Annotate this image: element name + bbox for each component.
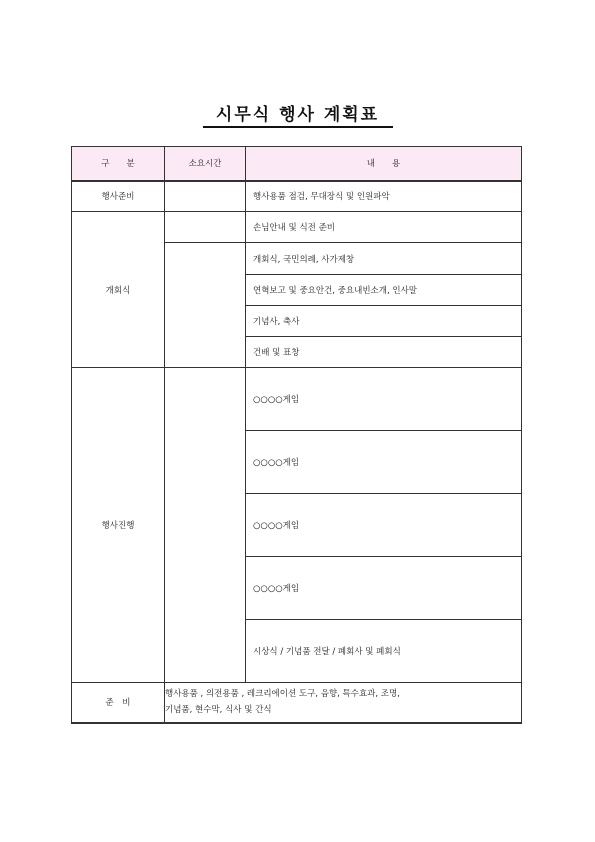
content-cell: ○○○○게임 (246, 494, 522, 557)
table-row (72, 683, 522, 723)
content-cell: 연혁보고 및 중요안건, 중요내빈소개, 인사말 (246, 275, 522, 306)
preparation-cell (165, 683, 522, 723)
title-underline (203, 126, 393, 128)
content-cell: ○○○○게임 (246, 431, 522, 494)
table-header-row (72, 147, 522, 181)
content-cell: 기념사, 축사 (246, 306, 522, 337)
preparation-line: 기념품, 현수막, 식사 및 간식 (165, 705, 272, 716)
header-duration: 소요시간 (165, 147, 246, 181)
content-cell: ○○○○게임 (246, 368, 522, 431)
preparation-line: 행사용품 , 의전용품 , 레크리에이션 도구, 음향, 특수효과, 조명, (165, 689, 400, 700)
category-cell: 행사진행 (72, 368, 165, 683)
content-cell: 개회식, 국민의례, 사가제창 (246, 243, 522, 275)
duration-cell (165, 368, 246, 683)
category-cell: 개회식 (72, 212, 165, 368)
table-row (72, 368, 522, 431)
event-plan-table (71, 146, 522, 724)
table-row (72, 212, 522, 243)
duration-cell (165, 212, 246, 243)
duration-cell (165, 243, 246, 368)
content-cell: 시상식 / 기념품 전달 / 폐회사 및 폐회식 (246, 620, 522, 683)
header-category: 구 분 (72, 147, 165, 181)
content-cell: ○○○○게임 (246, 557, 522, 620)
content-cell: 행사용품 점검, 무대장식 및 인원파악 (246, 181, 522, 212)
content-cell: 건배 및 표창 (246, 337, 522, 368)
duration-cell (165, 181, 246, 212)
header-content: 내 용 (246, 147, 522, 181)
content-cell: 손님안내 및 식전 준비 (246, 212, 522, 243)
preparation-label: 준 비 (72, 683, 165, 723)
table-row (72, 181, 522, 212)
category-cell: 행사준비 (72, 181, 165, 212)
page-title: 시무식 행사 계획표 (215, 105, 380, 125)
